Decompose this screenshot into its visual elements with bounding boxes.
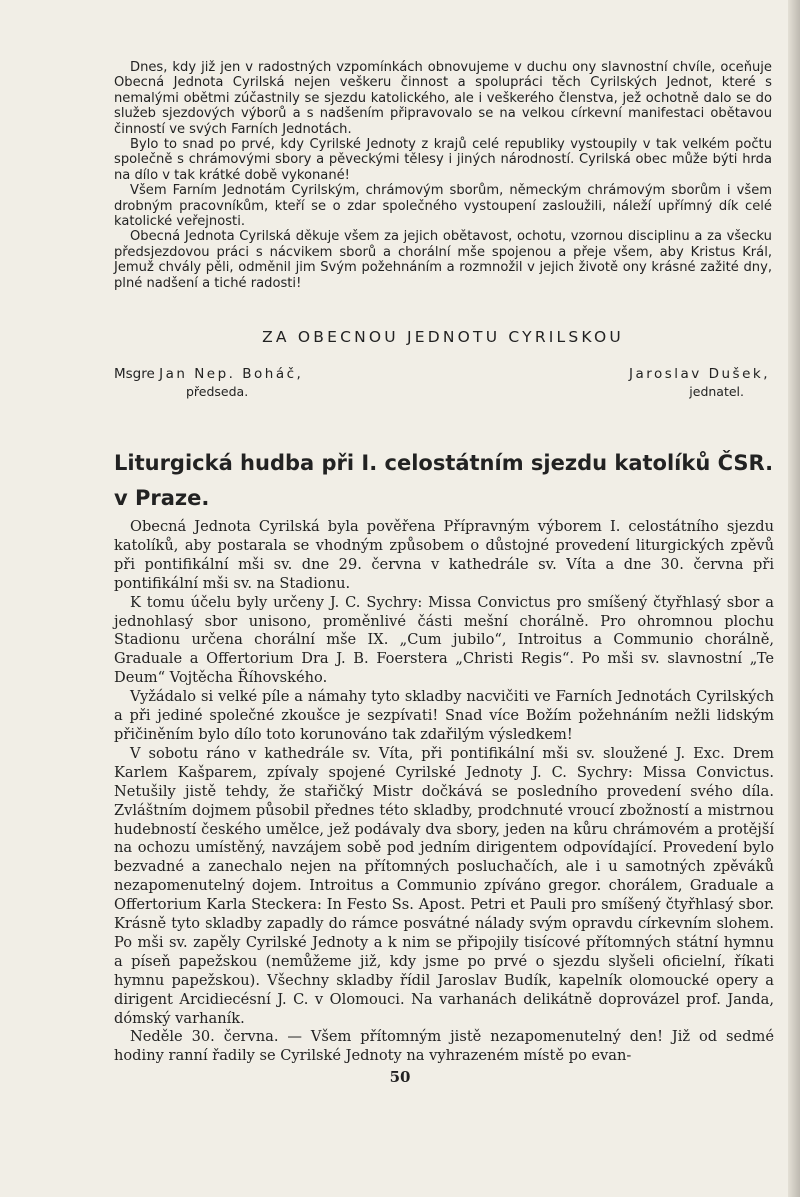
article-paragraph: Vyžádalo si velké píle a námahy tyto skladby nacvičiti ve Farních Jednotách Cyrilských a při jediné společné zkoušce je sezpívati! Snad více Božím požehnáním nežli lidským přičiněním bylo dílo toto korunováno tak zdařilým výsledkem!: [114, 688, 774, 743]
article-title: [114, 446, 774, 516]
letter-body: [114, 60, 772, 291]
signature-right-role: jednatel.: [689, 384, 744, 399]
article-paragraph: V sobotu ráno v kathedrále sv. Víta, při pontifikální mši sv. sloužené J. Exc. Drem Karlem Kašparem, zpívaly spojené Cyrilské Jednoty J. C. Sychry: Missa Convictus. Netušily jistě tehdy, že stařičký Mistr dočkává se posledního provedení svého díla. Zvláštním dojmem působil přednes této skladby, prodchnuté vroucí zbožností a mistrnou hudebností českého umělce, jež podávaly dva sbory, jeden na kůru chrámovém a protější na ochozu umístěný, navzájem sobě pod jedním dirigentem odpovídající. Provedení bylo bezvadné a zanechalo nejen na přítomných posluchačích, ale i u samotných zpěváků nezapomenutelný dojem. Introitus a Communio zpíváno gregor. chorálem, Graduale a Offertorium Karla Steckera: In Festo Ss. Apost. Petri et Pauli pro smíšený čtyřhlasý sbor. Krásně tyto skladby zapadly do rámce posvátné nálady svým opravdu církevním slohem. Po mši sv. zapěly Cyrilské Jednoty a k nim se připojily tisícové přítomných státní hymnu a píseň papežskou (nemůžeme již, kdy jsme po prvé o sjezdu slyšeli oficielní, říkati hymnu papežskou). Všechny skladby řídil Jaroslav Budík, kapelník olomoucké opery a dirigent Arcidiecésní J. C. v Olomouci. Na varhanách delikátně doprovázel prof. Janda, dómský varhaník.: [114, 744, 774, 1027]
letter-paragraph: Dnes, kdy již jen v radostných vzpomínkách obnovujeme v duchu ony slavnostní chvíle, oceňuje Obecná Jednota Cyrilská nejen veškeru činnost a spolupráci těch Cyrilských Jednot, které s nemalými obětmi zúčastnily se sjezdu katolického, ale i veškerého členstva, jež ochotně dalo se do služeb sjezdových výborů a s nadšením připravovalo se na velkou církevní manifestaci obětavou činností ve svých Farních Jednotách.: [114, 60, 772, 137]
article-paragraph: K tomu účelu byly určeny J. C. Sychry: Missa Convictus pro smíšený čtyřhlasý sbor a jednohlasý sbor unisono, proměnlivé části mešní chorálně. Pro ohromnou plochu Stadionu určena chorální mše IX. „Cum jubilo“, Introitus a Communio chorálně, Graduale a Offertorium Dra J. B. Foerstera „Christi Regis“. Po mši sv. slavnostní „Te Deum“ Vojtěcha Říhovského.: [114, 593, 774, 687]
article-paragraph: Obecná Jednota Cyrilská byla pověřena Přípravným výborem I. celostátního sjezdu katolíků, aby postarala se vhodným způsobem o důstojné provedení liturgických zpěvů při pontifikální mši sv. dne 29. června v kathedrále sv. Víta a dne 30. června při pontifikální mši sv. na Stadionu.: [114, 518, 774, 592]
letter-paragraph: Bylo to snad po prvé, kdy Cyrilské Jednoty z krajů celé republiky vystoupily v tak velkém počtu společně s chrámovými sbory a pěveckými tělesy i jiných národností. Cyrilská obec může býti hrda na dílo v tak krátké době vykonané!: [114, 137, 772, 183]
signature-left-role: předseda.: [186, 384, 249, 399]
letter-paragraph: Obecná Jednota Cyrilská děkuje všem za jejich obětavost, ochotu, vzornou disciplinu a za všecku předsjezdovou práci s nácvikem sborů a chorální mše spojenou a přeje všem, aby Kristus Král, Jemuž chvály pěli, odměnil jim Svým požehnáním a rozmnožil v jejich životě ony krásné zažité dny, plné nadšení a tiché radosti!: [114, 229, 772, 291]
article-paragraph: Neděle 30. června. — Všem přítomným jistě nezapomenutelný den! Již od sedmé hodiny ranní řadily se Cyrilské Jednoty na vyhrazeném místě po evan-: [114, 1028, 774, 1065]
signature-right-name: Jaroslav Dušek,: [628, 366, 770, 382]
article-body: [114, 518, 774, 1066]
letter-closing: ZA OBECNOU JEDNOTU CYRILSKOU: [262, 328, 624, 346]
signature-left-name: Jan Nep. Boháč,: [159, 366, 304, 382]
signature-left-title: Msgre: [114, 366, 155, 382]
article-title-line2: v Praze.: [114, 486, 210, 510]
article-title-line1: Liturgická hudba při I. celostátním sjezdu katolíků ČSR.: [114, 451, 774, 475]
signature-right: [629, 366, 770, 399]
letter-paragraph: Všem Farním Jednotám Cyrilským, chrámovým sborům, německým chrámovým sborům i všem drobným pracovníkům, kteří se o zdar společného vystoupení zasloužili, náleží upřímný dík celé katolické veřejnosti.: [114, 183, 772, 230]
page-number: 50: [389, 1068, 411, 1086]
signature-left: [114, 366, 303, 399]
page-edge: [788, 0, 800, 1197]
